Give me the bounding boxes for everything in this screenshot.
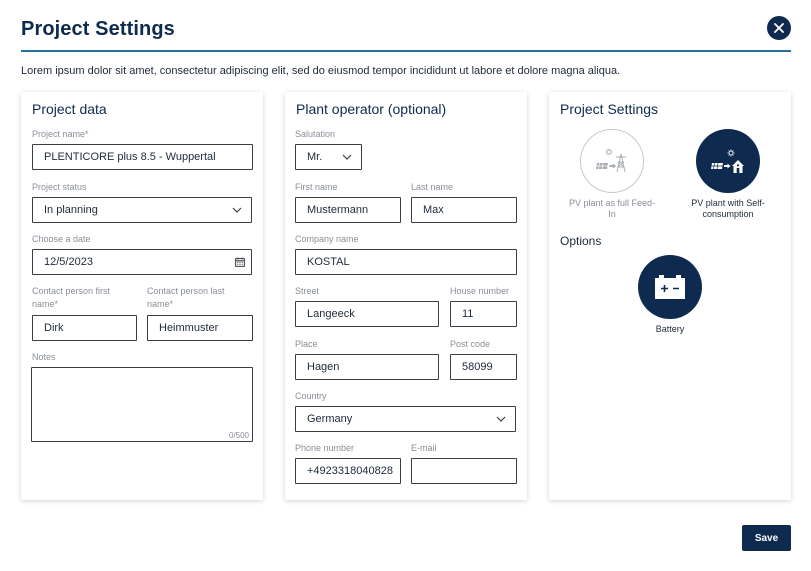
project-status-label: Project status: [32, 182, 87, 192]
salutation-select[interactable]: [295, 144, 362, 170]
house-number-value: 11: [462, 308, 474, 320]
chevron-down-icon: [232, 207, 242, 213]
post-code-value: 58099: [462, 361, 493, 373]
dialog-title: Project Settings: [21, 18, 175, 40]
option-self-consumption-circle: [696, 129, 760, 193]
country-label: Country: [295, 391, 327, 401]
project-data-card: [21, 92, 263, 500]
option-battery-circle: [638, 255, 702, 319]
close-icon: [774, 23, 784, 33]
company-value: KOSTAL: [307, 256, 350, 268]
project-name-value: PLENTICORE plus 8.5 - Wuppertal: [44, 151, 216, 163]
project-data-title: Project data: [32, 101, 107, 117]
save-button[interactable]: Save: [742, 525, 791, 551]
street-input[interactable]: [295, 301, 439, 327]
street-label: Street: [295, 286, 320, 296]
contact-last-label: Contact person last name*: [147, 286, 225, 309]
first-name-value: Mustermann: [307, 204, 369, 216]
contact-first-value: Dirk: [44, 322, 64, 334]
place-input[interactable]: [295, 354, 439, 380]
first-name-input[interactable]: [295, 197, 401, 223]
contact-last-value: Heimmuster: [159, 322, 219, 334]
intro-text: Lorem ipsum dolor sit amet, consectetur adipiscing elit, sed do eiusmod tempor incididunt ut labore et dolore magna aliqua.: [21, 65, 621, 77]
notes-textarea[interactable]: [31, 367, 253, 442]
option-full-feed-in[interactable]: [568, 129, 656, 220]
options-heading: Options: [560, 234, 602, 248]
phone-input[interactable]: [295, 458, 401, 484]
last-name-value: Max: [423, 204, 444, 216]
date-input[interactable]: [32, 249, 252, 275]
contact-first-input[interactable]: [32, 315, 137, 341]
dialog-header: [21, 12, 791, 52]
place-label: Place: [295, 339, 318, 349]
option-full-feed-in-label: PV plant as full Feed-In: [568, 198, 656, 219]
option-full-feed-in-circle: [580, 129, 644, 193]
option-battery[interactable]: [634, 255, 706, 335]
project-status-value: In planning: [44, 204, 98, 216]
salutation-value: Mr.: [307, 151, 323, 163]
house-number-input[interactable]: [450, 301, 517, 327]
country-value: Germany: [307, 413, 353, 425]
close-button[interactable]: [767, 16, 791, 40]
company-input[interactable]: [295, 249, 517, 275]
contact-last-input[interactable]: [147, 315, 253, 341]
solar-home-icon: [710, 147, 746, 175]
place-value: Hagen: [307, 361, 340, 373]
chevron-down-icon: [342, 154, 352, 160]
phone-label: Phone number: [295, 443, 355, 453]
street-value: Langeeck: [307, 308, 355, 320]
project-name-input[interactable]: [32, 144, 253, 170]
company-label: Company name: [295, 234, 359, 244]
project-status-select[interactable]: [32, 197, 252, 223]
date-label: Choose a date: [32, 234, 91, 244]
calendar-icon[interactable]: [235, 257, 245, 267]
first-name-label: First name: [295, 182, 338, 192]
post-code-label: Post code: [450, 339, 491, 349]
salutation-label: Salutation: [295, 129, 336, 139]
post-code-input[interactable]: [450, 354, 517, 380]
option-battery-label: Battery: [655, 324, 685, 334]
date-value: 12/5/2023: [44, 256, 93, 268]
plant-operator-card: [285, 92, 527, 500]
email-label: E-mail: [411, 443, 437, 453]
email-input[interactable]: [411, 458, 517, 484]
option-self-consumption[interactable]: [682, 129, 774, 220]
contact-first-label: Contact person first name*: [32, 286, 111, 309]
notes-label: Notes: [32, 352, 56, 362]
chevron-down-icon: [496, 416, 506, 422]
notes-counter: 0/500: [228, 431, 249, 440]
project-name-label: Project name*: [32, 129, 89, 139]
project-settings-card: [549, 92, 791, 500]
house-number-label: House number: [450, 286, 510, 296]
plant-operator-title: Plant operator (optional): [296, 101, 447, 117]
country-select[interactable]: [295, 406, 516, 432]
solar-grid-icon: [595, 148, 629, 174]
last-name-input[interactable]: [411, 197, 517, 223]
project-settings-title: Project Settings: [560, 101, 659, 117]
last-name-label: Last name: [411, 182, 454, 192]
battery-icon: [654, 274, 686, 300]
phone-value: +4923318040828: [307, 465, 393, 477]
option-self-consumption-label: PV plant with Self-consumption: [691, 198, 765, 219]
